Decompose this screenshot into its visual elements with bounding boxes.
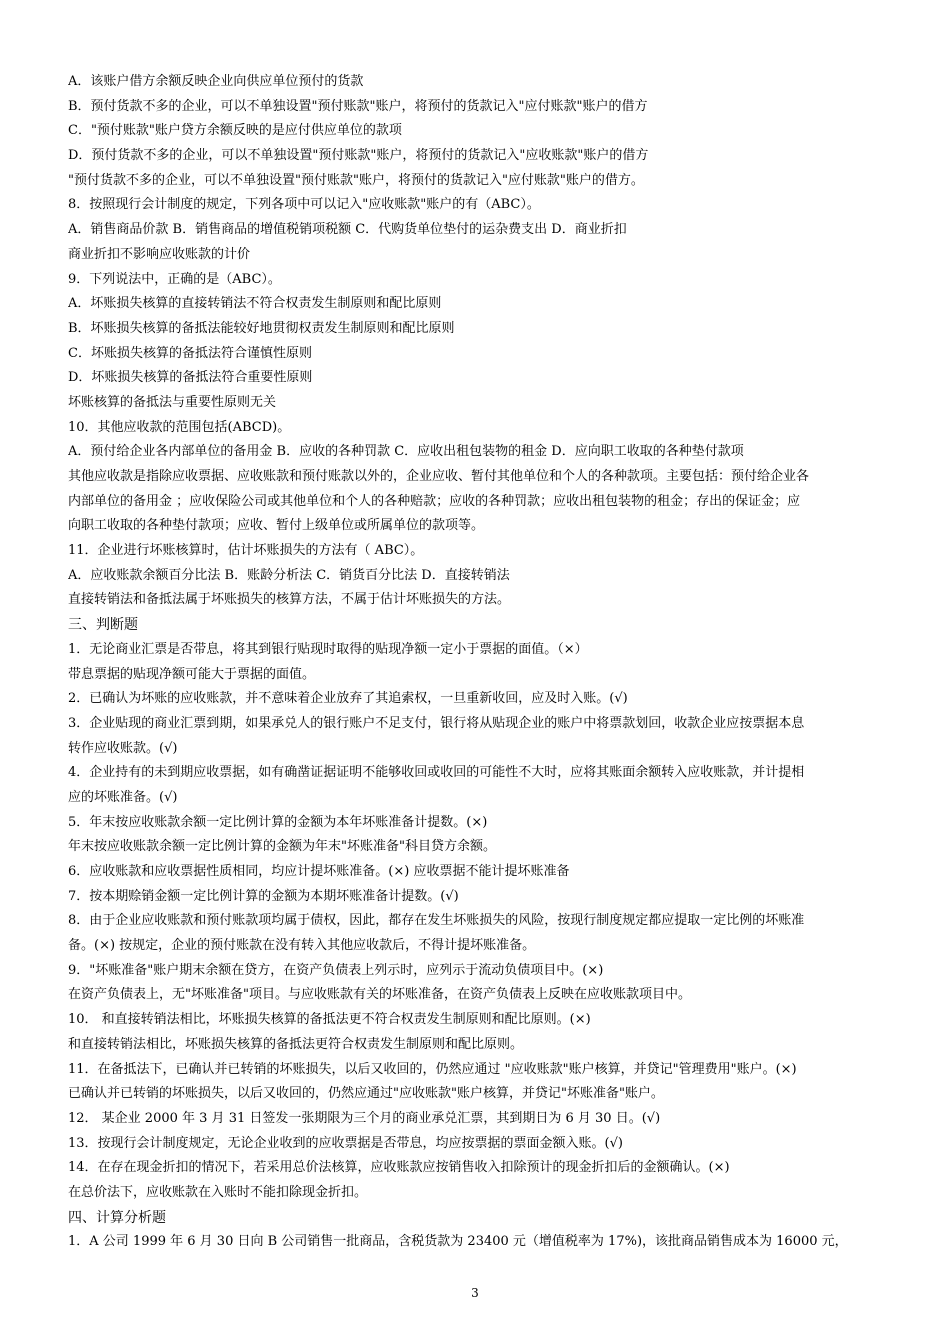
text-line: 在总价法下，应收账款在入账时不能扣除现金折扣。 xyxy=(68,1184,368,1200)
text-line: D．坏账损失核算的备抵法符合重要性原则 xyxy=(68,370,313,386)
text-line: B．预付货款不多的企业，可以不单独设置"预付账款"账户，将预付的货款记入"应付账款"账户的借方 xyxy=(68,98,648,114)
text-line: 7．按本期赊销金额一定比例计算的金额为本期坏账准备计提数。(√) xyxy=(68,888,459,904)
page-number: 3 xyxy=(471,1286,479,1300)
text-line: 3．企业贴现的商业汇票到期，如果承兑人的银行账户不足支付，银行将从贴现企业的账户中将票款划回，收款企业应按票据本息 xyxy=(68,715,805,731)
text-line: 1．无论商业汇票是否带息，将其到银行贴现时取得的贴现净额一定小于票据的面值。（×） xyxy=(68,641,588,657)
text-line: 1．A 公司 1999 年 6 月 30 日向 B 公司销售一批商品，含税货款为 23400 元（增值税率为 17%)，该批商品销售成本为 16000 元， xyxy=(68,1234,848,1250)
text-line: 直接转销法和备抵法属于坏账损失的核算方法，不属于估计坏账损失的方法。 xyxy=(68,592,511,608)
text-line: 备。(×) 按规定，企业的预付账款在没有转入其他应收款后，不得计提坏账准备。 xyxy=(68,938,536,954)
text-line: 其他应收款是指除应收票据、应收账款和预付账款以外的，企业应收、暂付其他单位和个人的各种款项。主要包括：预付给企业各 xyxy=(68,469,810,484)
question-9: 9．下列说法中，正确的是（ABC）。 xyxy=(68,271,281,287)
text-line: 11．在备抵法下，已确认并已转销的坏账损失，以后又收回的，仍然应通过 "应收账款"账户核算，并贷记"管理费用"账户。(×) xyxy=(68,1061,797,1077)
text-line: A．该账户借方余额反映企业向供应单位预付的货款 xyxy=(68,74,364,89)
text-line: A．销售商品价款 B．销售商品的增值税销项税额 C．代购货单位垫付的运杂费支出 D．商业折扣 xyxy=(68,222,627,238)
text-line: 12． 某企业 2000 年 3 月 31 日签发一张期限为三个月的商业承兑汇票，其到期日为 6 月 30 日。(√) xyxy=(68,1110,661,1126)
section-heading-calculation: 四、计算分析题 xyxy=(68,1209,166,1226)
text-line: 9．"坏账准备"账户期末余额在贷方，在资产负债表上列示时，应列示于流动负债项目中。(×) xyxy=(68,962,604,978)
text-line: 2．已确认为坏账的应收账款，并不意味着企业放弃了其追索权，一旦重新收回，应及时入账。(√) xyxy=(68,691,628,707)
text-line: D．预付货款不多的企业，可以不单独设置"预付账款"账户，将预付的货款记入"应收账款"账户的借方 xyxy=(68,148,649,164)
text-line: 8．由于企业应收账款和预付账款项均属于债权，因此，都存在发生坏账损失的风险，按现行制度规定都应提取一定比例的坏账准 xyxy=(68,913,805,929)
text-line: 商业折扣不影响应收账款的计价 xyxy=(68,246,251,262)
text-line: 4．企业持有的未到期应收票据，如有确凿证据证明不能够收回或收回的可能性不大时，应将其账面余额转入应收账款，并计提相 xyxy=(68,765,805,781)
text-line: B．坏账损失核算的备抵法能较好地贯彻权责发生制原则和配比原则 xyxy=(68,320,455,336)
text-line: 6．应收账款和应收票据性质相同，均应计提坏账准备。(×) 应收票据不能计提坏账准备 xyxy=(68,864,570,879)
question-11: 11．企业进行坏账核算时，估计坏账损失的方法有（ ABC）。 xyxy=(68,543,424,559)
document-body xyxy=(68,70,884,1255)
text-line: 10． 和直接转销法相比，坏账损失核算的备抵法更不符合权责发生制原则和配比原则。(×) xyxy=(68,1012,591,1028)
text-line: 已确认并已转销的坏账损失，以后又收回的，仍然应通过"应收账款"账户核算，并贷记"坏账准备"账户。 xyxy=(68,1086,664,1102)
text-line: 坏账核算的备抵法与重要性原则无关 xyxy=(68,394,277,410)
question-10: 10．其他应收款的范围包括(ABCD)。 xyxy=(68,419,291,435)
text-line: 和直接转销法相比，坏账损失核算的备抵法更符合权责发生制原则和配比原则。 xyxy=(68,1036,524,1052)
text-line: "预付货款不多的企业，可以不单独设置"预付账款"账户，将预付的货款记入"应付账款"账户的借方。 xyxy=(68,172,644,188)
text-line: C．"预付账款"账户贷方余额反映的是应付供应单位的款项 xyxy=(68,123,402,139)
text-line: 带息票据的贴现净额可能大于票据的面值。 xyxy=(68,666,316,682)
text-line: 13．按现行会计制度规定，无论企业收到的应收票据是否带息，均应按票据的票面金额入账。(√) xyxy=(68,1135,623,1151)
text-line: 5．年末按应收账款余额一定比例计算的金额为本年坏账准备计提数。(×) xyxy=(68,814,488,830)
text-line: 年末按应收账款余额一定比例计算的金额为年末"坏账准备"科目贷方余额。 xyxy=(68,839,496,855)
text-line: 内部单位的备用金 ；应收保险公司或其他单位和个人的各种赔款；应收的各种罚款；应收出租包装物的租金；存出的保证金；应 xyxy=(68,493,801,509)
text-line: 向职工收取的各种垫付款项；应收、暂付上级单位或所属单位的款项等。 xyxy=(68,518,485,534)
question-8: 8．按照现行会计制度的规定，下列各项中可以记入"应收账款"账户的有（ABC）。 xyxy=(68,197,540,213)
text-line: 14．在存在现金折扣的情况下，若采用总价法核算，应收账款应按销售收入扣除预计的现金折扣后的金额确认。(×) xyxy=(68,1160,730,1176)
text-line: A．坏账损失核算的直接转销法不符合权责发生制原则和配比原则 xyxy=(68,296,442,312)
text-line: A．应收账款余额百分比法 B．账龄分析法 C．销货百分比法 D．直接转销法 xyxy=(68,567,510,583)
text-line: C．坏账损失核算的备抵法符合谨慎性原则 xyxy=(68,345,312,361)
section-heading-judgment: 三、判断题 xyxy=(68,617,138,634)
text-line: A．预付给企业各内部单位的备用金 B．应收的各种罚款 C．应收出租包装物的租金 D．应向职工收取的各种垫付款项 xyxy=(68,444,744,460)
text-line: 应的坏账准备。(√) xyxy=(68,789,178,805)
text-line: 在资产负债表上，无"坏账准备"项目。与应收账款有关的坏账准备，在资产负债表上反映在应收账款项目中。 xyxy=(68,987,691,1003)
text-line: 转作应收账款。(√) xyxy=(68,740,178,756)
